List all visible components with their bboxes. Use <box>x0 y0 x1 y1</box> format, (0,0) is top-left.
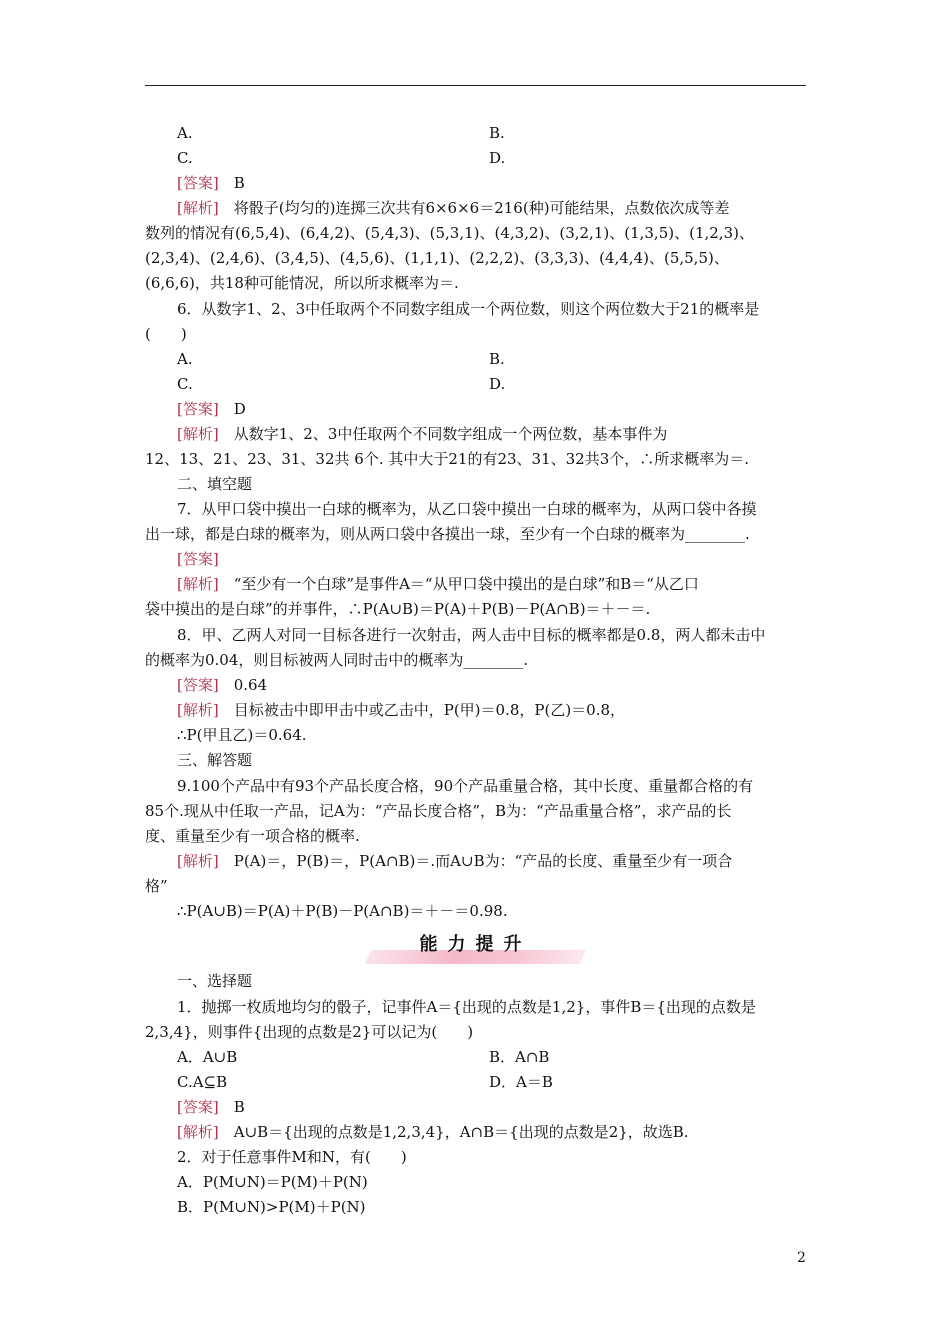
q7-explanation-line <box>177 575 699 593</box>
q8-stem: 的概率为0.04，则目标被两人同时击中的概率为________. <box>145 651 529 669</box>
r1-option-d: D．A＝B <box>489 1073 553 1091</box>
answer-value: 0.64 <box>233 676 268 694</box>
q6-option-a: A. <box>177 350 193 368</box>
q5-explanation-line <box>177 199 730 217</box>
section-heading-solve: 三、解答题 <box>177 751 253 769</box>
q9-explanation-line <box>177 852 732 870</box>
answer-label: [答案] <box>177 550 219 568</box>
q7-stem: 出一球，都是白球的概率为，则从两口袋中各摸出一球，至少有一个白球的概率为________. <box>145 525 750 543</box>
explanation-label: [解析] <box>177 575 219 593</box>
header-rule <box>145 85 806 86</box>
answer-label: [答案] <box>177 676 219 694</box>
q5-explanation-line: 数列的情况有(6,5,4)、(6,4,2)、(5,4,3)、(5,3,1)、(4,3,2)、(3,2,1)、(1,3,5)、(1,2,3)、 <box>145 224 754 242</box>
r1-stem: 1．抛掷一枚质地均匀的骰子，记事件A＝{出现的点数是1,2}，事件B＝{出现的点数是 <box>177 998 756 1016</box>
banner-title: 能力提升 <box>419 934 532 955</box>
q6-answer <box>177 400 246 418</box>
explanation-label: [解析] <box>177 701 219 719</box>
q9-stem: 度、重量至少有一项合格的概率. <box>145 827 360 845</box>
r1-option-c: C.A⊆B <box>177 1073 228 1091</box>
r2-option-b: B．P(M∪N)>P(M)＋P(N) <box>177 1198 366 1216</box>
q9-stem: 85个.现从中任取一产品，记A为：“产品长度合格”，B为：“产品重量合格”，求产品的长 <box>145 802 732 820</box>
q6-explanation-line <box>177 425 667 443</box>
explanation-text: “至少有一个白球”是事件A＝“从甲口袋中摸出的是白球”和B＝“从乙口 <box>233 575 699 593</box>
answer-label: [答案] <box>177 400 219 418</box>
q5-answer <box>177 174 245 192</box>
q8-explanation-line: ∴P(甲且乙)＝0.64. <box>177 726 307 744</box>
explanation-label: [解析] <box>177 1123 219 1141</box>
explanation-label: [解析] <box>177 852 219 870</box>
q6-stem: ( ) <box>145 325 187 343</box>
ability-banner <box>368 930 583 970</box>
answer-label: [答案] <box>177 174 219 192</box>
section-heading-choice: 一、选择题 <box>177 972 253 990</box>
r1-option-b: B．A∩B <box>489 1048 550 1066</box>
section-heading-fill-in: 二、填空题 <box>177 475 253 493</box>
r1-option-a: A．A∪B <box>177 1048 238 1066</box>
answer-label: [答案] <box>177 1098 219 1116</box>
explanation-text: A∪B＝{出现的点数是1,2,3,4}，A∩B＝{出现的点数是2}，故选B. <box>233 1123 689 1141</box>
q8-stem: 8．甲、乙两人对同一目标各进行一次射击，两人击中目标的概率都是0.8，两人都未击中 <box>177 626 766 644</box>
q5-option-d: D. <box>489 149 506 167</box>
q9-explanation-line: ∴P(A∪B)＝P(A)＋P(B)－P(A∩B)＝＋－＝0.98. <box>177 902 508 920</box>
explanation-label: [解析] <box>177 199 219 217</box>
answer-value: B <box>233 174 245 192</box>
q6-stem: 6．从数字1、2、3中任取两个不同数字组成一个两位数，则这个两位数大于21的概率是 <box>177 300 760 318</box>
q5-option-c: C. <box>177 149 193 167</box>
explanation-text: 目标被击中即甲击中或乙击中，P(甲)＝0.8，P(乙)＝0.8， <box>233 701 626 719</box>
answer-value: B <box>233 1098 245 1116</box>
explanation-label: [解析] <box>177 425 219 443</box>
q8-explanation-line <box>177 701 625 719</box>
q6-option-c: C. <box>177 375 193 393</box>
q9-stem: 9.100个产品中有93个产品长度合格，90个产品重量合格，其中长度、重量都合格的有 <box>177 777 754 795</box>
explanation-text: 从数字1、2、3中任取两个不同数字组成一个两位数，基本事件为 <box>233 425 668 443</box>
q5-explanation-line: (2,3,4)、(2,4,6)、(3,4,5)、(4,5,6)、(1,1,1)、(2,2,2)、(3,3,3)、(4,4,4)、(5,5,5)、 <box>145 249 729 267</box>
q8-answer <box>177 676 267 694</box>
q5-option-a: A. <box>177 124 193 142</box>
r1-stem: 2,3,4}，则事件{出现的点数是2}可以记为( ) <box>145 1023 474 1041</box>
r2-option-a: A．P(M∪N)＝P(M)＋P(N) <box>177 1173 368 1191</box>
q7-stem: 7．从甲口袋中摸出一白球的概率为，从乙口袋中摸出一白球的概率为，从两口袋中各摸 <box>177 500 757 518</box>
q5-option-b: B. <box>489 124 505 142</box>
r1-explanation-line <box>177 1123 689 1141</box>
answer-value: D <box>233 400 246 418</box>
q6-explanation-line: 12、13、21、23、31、32共 6个. 其中大于21的有23、31、32共3个，∴所求概率为＝. <box>145 450 750 468</box>
q7-explanation-line: 袋中摸出的是白球”的并事件，∴P(A∪B)＝P(A)＋P(B)－P(A∩B)＝＋－＝. <box>145 600 651 618</box>
explanation-text: 将骰子(均匀的)连掷三次共有6×6×6＝216(种)可能结果，点数依次成等差 <box>233 199 730 217</box>
q9-explanation-line: 格” <box>145 877 168 895</box>
q6-option-d: D. <box>489 375 506 393</box>
q6-option-b: B. <box>489 350 505 368</box>
q7-answer <box>177 550 219 568</box>
explanation-text: P(A)＝，P(B)＝，P(A∩B)＝.而A∪B为：“产品的长度、重量至少有一项合 <box>233 852 733 870</box>
r1-answer <box>177 1098 245 1116</box>
r2-stem: 2．对于任意事件M和N，有( ) <box>177 1148 407 1166</box>
q5-explanation-line: (6,6,6)，共18种可能情况，所以所求概率为＝. <box>145 274 459 292</box>
page-number: 2 <box>797 1250 806 1266</box>
